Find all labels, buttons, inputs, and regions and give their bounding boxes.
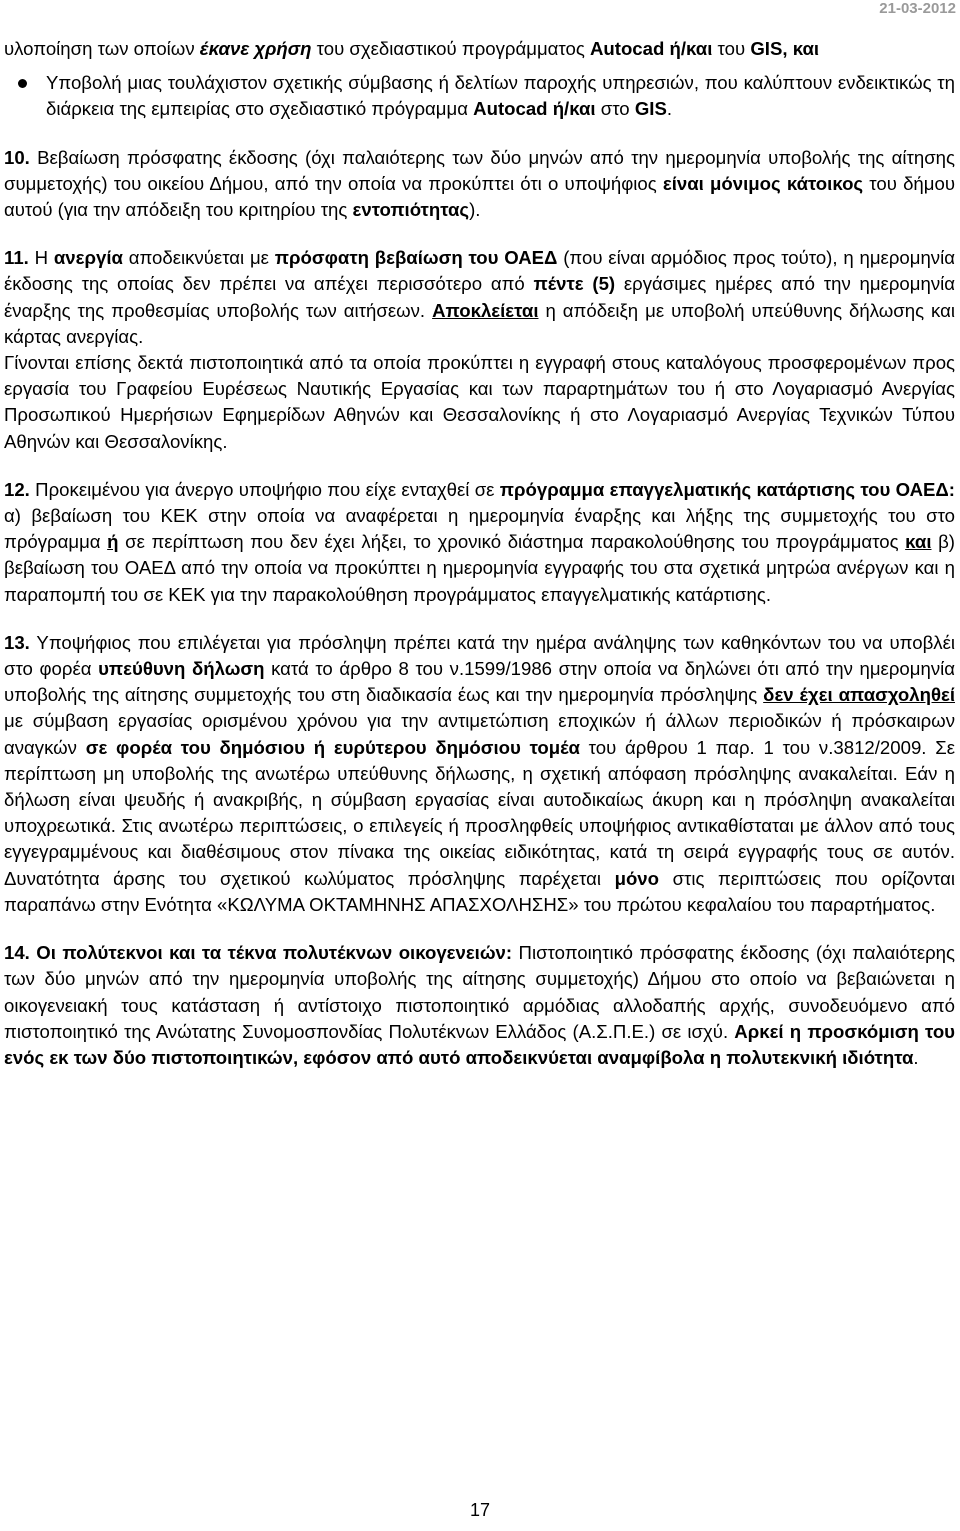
item-number: 14. — [4, 942, 30, 964]
text-run: ανεργία — [53, 247, 123, 269]
item-number: 13. — [4, 631, 30, 653]
document-body — [4, 36, 955, 1071]
text-run: πρόγραμμα επαγγελματικής κατάρτισης του ΟΑΕΔ: — [499, 478, 955, 500]
text-run: του δήμου αυτού (για την απόδειξη του κριτηρίου της — [4, 172, 955, 221]
text-run: μόνο — [614, 867, 659, 889]
paragraph-11 — [4, 245, 955, 350]
bullet-item — [4, 70, 955, 122]
text-run: σε περίπτωση που δεν έχει λήξει, το χρονικό διάστημα παρακολούθησης του προγράμματος — [118, 531, 906, 553]
page-number: 17 — [469, 1500, 491, 1520]
text-run: του — [712, 38, 751, 59]
paragraph-13 — [4, 630, 955, 918]
paragraph-10 — [4, 145, 955, 224]
text-run: Autocad ή/και — [473, 98, 596, 120]
bullet-text — [46, 70, 955, 122]
text-run: με σύμβαση εργασίας ορισμένου χρόνου για την αντιμετώπιση εποχικών ή άλλων περιοδικών ή πρόσκαιρων αναγκών — [4, 710, 955, 758]
text-run: Οι πολύτεκνοι και τα τέκνα πολυτέκνων οικογενειών: — [29, 942, 513, 964]
text-run: υπεύθυνη δήλωση — [98, 658, 265, 680]
text-run: α) βεβαίωση του ΚΕΚ στην οποία να αναφέρεται η ημερομηνία έναρξης και λήξης της συμμετοχής του στο πρόγραμμα — [4, 505, 955, 553]
text-run: έκανε χρήση — [199, 38, 312, 59]
text-run: GIS — [634, 98, 667, 120]
text-run: κατά το άρθρο 8 του ν.1599/1986 στην οποία να δηλώνει ότι από την ημερομηνία υποβολής της αίτησης συμμετοχής του στη διαδικασία έως και την ημερομηνία πρόσληψης — [4, 658, 956, 706]
text-run: αποδεικνύεται με — [122, 247, 275, 269]
text-run: πέντε (5) — [533, 273, 616, 295]
text-run: . — [666, 98, 673, 120]
text-run: εργάσιμες ημέρες από την ημερομηνία έναρξης της προθεσμίας υποβολής των αιτήσεων. — [4, 273, 955, 321]
text-run: δεν έχει απασχοληθεί — [763, 684, 955, 706]
text-run: υλοποίηση των οποίων — [4, 38, 200, 59]
paragraph-11-continued: Γίνονται επίσης δεκτά πιστοποιητικά από τα οποία προκύπτει η εγγραφή στους καταλόγους προσφερομένων προς εργασία του Γραφείου Ευρέσεως Ναυτικής Εργασίας και των παραρτημάτων του ή στο Λογαριασμό Ανεργίας Προσωπικού Ημερήσιων Εφημερίδων Αθηνών και Θεσσαλονίκης ή στο Λογαριασμό Ανεργίας Τεχνικών Τύπου Αθηνών και Θεσσαλονίκης. — [4, 352, 955, 452]
text-run: η απόδειξη με υποβολή υπεύθυνης δήλωσης και κάρτας ανεργίας. — [4, 299, 955, 347]
text-run: του σχεδιαστικού προγράμματος — [311, 38, 590, 59]
text-run: Αρκεί η προσκόμιση του ενός εκ των δύο πιστοποιητικών, εφόσον από αυτό αποδεικνύεται αναμφίβολα η πολυτεκνική ιδιότητα — [4, 1020, 956, 1068]
item-number: 10. — [4, 146, 30, 168]
paragraph-12 — [4, 477, 955, 608]
text-run: β) βεβαίωση του ΟΑΕΔ από την οποία να προκύπτει η ημερομηνία εγγραφής του στα σχετικά μητρώα ανέργων και η παραπομπή του σε ΚΕΚ για την παρακολούθηση προγράμματος επαγγελματικής κατάρτισης. — [4, 531, 955, 605]
item-number: 11. — [4, 247, 29, 269]
text-run: . — [913, 1046, 919, 1068]
text-run: Αποκλείεται — [432, 299, 539, 321]
text-run: Βεβαίωση πρόσφατης έκδοσης (όχι παλαιότερης των δύο μηνών από την ημερομηνία υποβολής της αίτησης συμμετοχής) του οικείου Δήμου, από την οποία να προκύπτει ότι ο υποψήφιος — [4, 146, 955, 194]
text-run: είναι μόνιμος κάτοικος — [662, 172, 864, 194]
text-run: εντοπιότητας — [352, 199, 470, 221]
intro-paragraph — [4, 36, 955, 62]
text-run: του άρθρου 1 παρ. 1 του ν.3812/2009. Σε περίπτωση μη υποβολής της ανωτέρω υπεύθυνης δήλωσης, η σχετική απόφαση πρόσληψης ανακαλείται. Εάν η δήλωση είναι ψευδής ή ανακριβής, η σύμβαση εργασίας είναι αυτοδικαίως άκυρη και η πρόσληψη ανακαλείται υποχρεωτικά. Στις ανωτέρω περιπτώσεις, ο επιλεγείς ή προσληφθείς υποψήφιος αντικαθίσταται με άλλον από τους εγγεγραμμένους και διαθέσιμους στον πίνακα της οικείας ειδικότητας, κατά τη σειρά εγγραφής τους σε αυτόν. Δυνατότητα άρσης του σχετικού κωλύματος πρόσληψης παρέχεται — [4, 736, 956, 889]
header-date: 21-03-2012 — [879, 0, 956, 17]
text-run: Προκειμένου για άνεργο υποψήφιο που είχε ενταχθεί σε — [29, 478, 500, 500]
text-run: σε φορέα του δημόσιου ή ευρύτερου δημόσιου τομέα — [85, 736, 580, 758]
text-run: GIS, και — [750, 38, 820, 59]
text-run: Υποβολή μιας τουλάχιστον σχετικής σύμβασης ή δελτίων παροχής υπηρεσιών, που καλύπτουν ενδεικτικώς τη διάρκεια της εμπειρίας στο σχεδιαστικό πρόγραμμα — [46, 72, 955, 120]
text-run: πρόσφατη βεβαίωση του ΟΑΕΔ — [274, 247, 558, 269]
text-run: ή — [107, 531, 119, 553]
text-run: Υποψήφιος που επιλέγεται για πρόσληψη πρέπει κατά την ημέρα ανάληψης των καθηκόντων του να υποβλέι στο φορέα — [4, 631, 955, 680]
text-run: στις περιπτώσεις που ορίζονται παραπάνω στην Ενότητα «ΚΩΛΥΜΑ ΟΚΤΑΜΗΝΗΣ ΑΠΑΣΧΟΛΗΣΗΣ» του πρώτου κεφαλαίου του παραρτήματος. — [4, 867, 955, 915]
text-run: ). — [469, 199, 481, 221]
text-run: Πιστοποιητικό πρόσφατης έκδοσης (όχι παλαιότερης των δύο μηνών από την ημερομηνία υποβολής της αίτησης συμμετοχής) Δήμου στο οποίο να βεβαιώνεται η οικογενειακή τους κατάσταση ή αντίστοιχο πιστοποιητικό αρμόδιας αλλοδαπής αρχής, συνοδευόμενο από πιστοποιητικό της Ανώτατης Συνομοσπονδίας Πολυτέκνων Ελλάδος (Α.Σ.Π.Ε.) σε ισχύ. — [4, 942, 955, 1042]
text-run: Η — [28, 247, 54, 269]
text-run: στο — [595, 98, 635, 120]
bullet-icon — [18, 79, 27, 88]
text-run: (που είναι αρμόδιος προς τούτο), η ημερομηνία έκδοσης της οποίας δεν πρέπει να απέχει περισσότερο από — [4, 247, 955, 295]
text-run: Autocad ή/και — [589, 38, 713, 59]
text-run: και — [905, 531, 932, 553]
paragraph-14 — [4, 940, 955, 1071]
item-number: 12. — [4, 478, 30, 500]
